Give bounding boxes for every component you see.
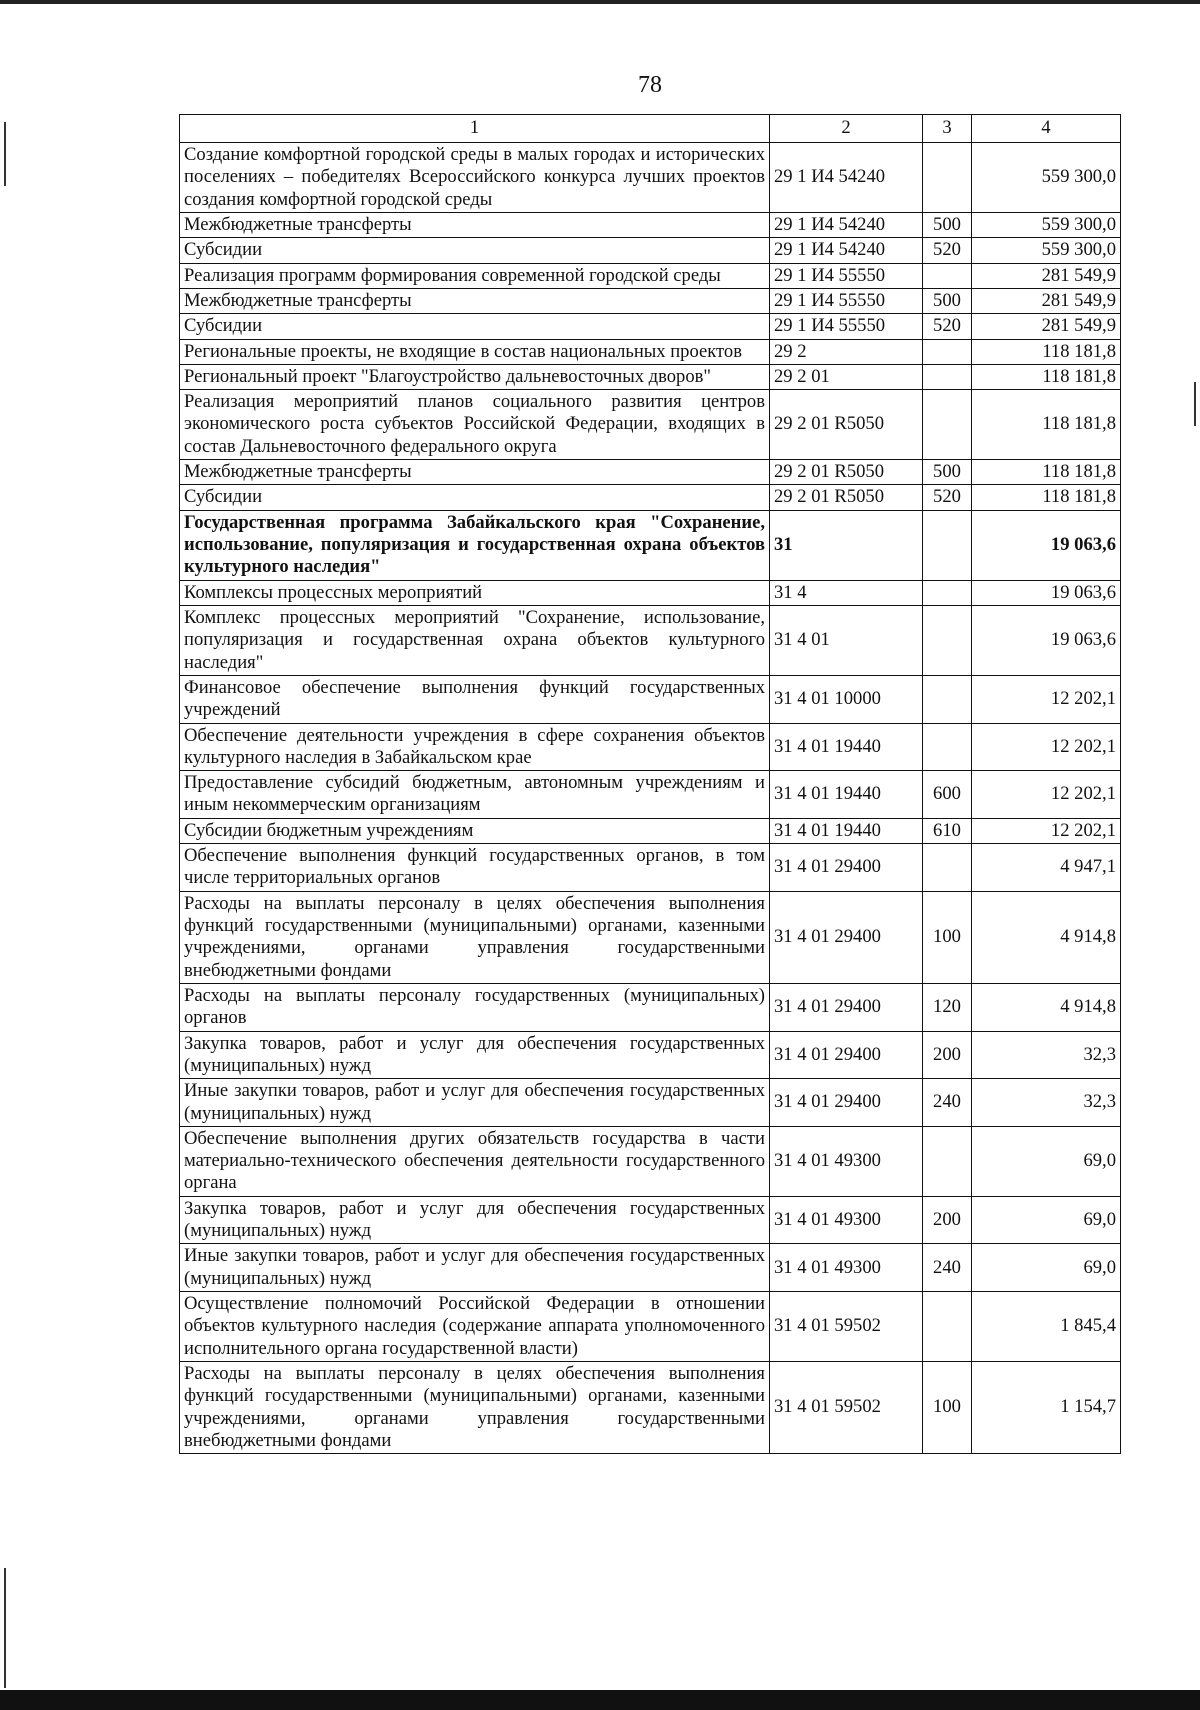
row-name: Закупка товаров, работ и услуг для обеспечения государственных (муниципальных) нужд — [180, 1196, 770, 1244]
table-row — [180, 983, 1121, 1031]
row-expense-type: 520 — [923, 485, 972, 510]
table-row — [180, 1126, 1121, 1196]
row-amount: 12 202,1 — [972, 723, 1121, 771]
row-name: Субсидии — [180, 485, 770, 510]
row-amount: 69,0 — [972, 1196, 1121, 1244]
row-amount: 118 181,8 — [972, 485, 1121, 510]
row-expense-type — [923, 390, 972, 460]
row-name: Региональный проект "Благоустройство дальневосточных дворов" — [180, 364, 770, 389]
row-code: 29 1 И4 54240 — [770, 238, 923, 263]
row-expense-type — [923, 1292, 972, 1362]
table-row — [180, 485, 1121, 510]
row-expense-type — [923, 580, 972, 605]
row-name: Региональные проекты, не входящие в состав национальных проектов — [180, 339, 770, 364]
row-code: 31 4 01 49300 — [770, 1244, 923, 1292]
table-row — [180, 510, 1121, 580]
row-amount: 559 300,0 — [972, 212, 1121, 237]
row-code: 29 2 — [770, 339, 923, 364]
row-name: Субсидии бюджетным учреждениям — [180, 818, 770, 843]
row-name: Предоставление субсидий бюджетным, автономным учреждениям и иным некоммерческим организациям — [180, 771, 770, 819]
row-expense-type — [923, 675, 972, 723]
row-name: Комплексы процессных мероприятий — [180, 580, 770, 605]
row-name: Субсидии — [180, 314, 770, 339]
row-amount: 281 549,9 — [972, 314, 1121, 339]
scan-bottom-border — [0, 1690, 1200, 1710]
row-amount: 19 063,6 — [972, 510, 1121, 580]
row-amount: 12 202,1 — [972, 675, 1121, 723]
row-amount: 1 154,7 — [972, 1361, 1121, 1453]
row-expense-type — [923, 723, 972, 771]
table-row — [180, 1079, 1121, 1127]
table-row — [180, 844, 1121, 892]
row-code: 29 2 01 R5050 — [770, 460, 923, 485]
row-amount: 32,3 — [972, 1031, 1121, 1079]
row-expense-type: 100 — [923, 1361, 972, 1453]
row-name: Обеспечение деятельности учреждения в сфере сохранения объектов культурного наследия в Забайкальском крае — [180, 723, 770, 771]
row-amount: 1 845,4 — [972, 1292, 1121, 1362]
row-code: 29 1 И4 55550 — [770, 314, 923, 339]
row-expense-type: 600 — [923, 771, 972, 819]
table-row — [180, 339, 1121, 364]
row-code: 31 4 01 59502 — [770, 1292, 923, 1362]
row-code: 31 4 01 29400 — [770, 844, 923, 892]
budget-table — [179, 114, 1121, 1454]
table-row — [180, 1196, 1121, 1244]
table-row — [180, 288, 1121, 313]
row-name: Межбюджетные трансферты — [180, 288, 770, 313]
row-code: 31 4 01 49300 — [770, 1196, 923, 1244]
row-name: Межбюджетные трансферты — [180, 460, 770, 485]
row-expense-type — [923, 263, 972, 288]
row-name: Расходы на выплаты персоналу в целях обеспечения выполнения функций государственными (муниципальными) органами, казенными учреждениями, органами управления государственными внебюджетными фондами — [180, 891, 770, 983]
table-row — [180, 1244, 1121, 1292]
row-code: 31 4 01 10000 — [770, 675, 923, 723]
row-amount: 12 202,1 — [972, 771, 1121, 819]
row-amount: 12 202,1 — [972, 818, 1121, 843]
row-expense-type — [923, 1126, 972, 1196]
row-name: Осуществление полномочий Российской Федерации в отношении объектов культурного наследия (содержание аппарата уполномоченного исполнительного органа государственной власти) — [180, 1292, 770, 1362]
row-expense-type: 610 — [923, 818, 972, 843]
row-expense-type — [923, 510, 972, 580]
row-code: 31 4 — [770, 580, 923, 605]
row-code: 31 — [770, 510, 923, 580]
row-amount: 19 063,6 — [972, 580, 1121, 605]
row-code: 29 2 01 R5050 — [770, 390, 923, 460]
row-code: 31 4 01 29400 — [770, 1079, 923, 1127]
row-expense-type — [923, 844, 972, 892]
column-header-4: 4 — [972, 115, 1121, 143]
column-header-1: 1 — [180, 115, 770, 143]
row-amount: 19 063,6 — [972, 605, 1121, 675]
row-amount: 69,0 — [972, 1244, 1121, 1292]
row-expense-type: 200 — [923, 1031, 972, 1079]
table-row — [180, 1361, 1121, 1453]
table-row — [180, 1031, 1121, 1079]
scan-left-edge-mark — [4, 1568, 6, 1688]
row-name: Обеспечение выполнения функций государственных органов, в том числе территориальных органов — [180, 844, 770, 892]
row-name: Иные закупки товаров, работ и услуг для обеспечения государственных (муниципальных) нужд — [180, 1244, 770, 1292]
row-code: 29 1 И4 55550 — [770, 263, 923, 288]
row-expense-type: 240 — [923, 1244, 972, 1292]
row-code: 29 1 И4 54240 — [770, 212, 923, 237]
row-expense-type: 200 — [923, 1196, 972, 1244]
row-code: 29 1 И4 55550 — [770, 288, 923, 313]
row-code: 31 4 01 29400 — [770, 891, 923, 983]
row-code: 29 2 01 R5050 — [770, 485, 923, 510]
row-expense-type: 520 — [923, 314, 972, 339]
row-amount: 4 947,1 — [972, 844, 1121, 892]
table-row — [180, 723, 1121, 771]
page-number: 78 — [638, 72, 662, 98]
table-row — [180, 1292, 1121, 1362]
row-name: Комплекс процессных мероприятий "Сохранение, использование, популяризация и государственная охрана объектов культурного наследия" — [180, 605, 770, 675]
row-expense-type: 500 — [923, 460, 972, 485]
row-name: Субсидии — [180, 238, 770, 263]
row-code: 31 4 01 59502 — [770, 1361, 923, 1453]
row-code: 31 4 01 29400 — [770, 983, 923, 1031]
column-header-3: 3 — [923, 115, 972, 143]
row-code: 31 4 01 19440 — [770, 771, 923, 819]
table-row — [180, 143, 1121, 213]
table-row — [180, 580, 1121, 605]
row-amount: 118 181,8 — [972, 390, 1121, 460]
row-expense-type: 520 — [923, 238, 972, 263]
row-expense-type — [923, 143, 972, 213]
row-amount: 118 181,8 — [972, 364, 1121, 389]
row-code: 31 4 01 19440 — [770, 723, 923, 771]
row-expense-type — [923, 339, 972, 364]
table-row — [180, 818, 1121, 843]
table-row — [180, 605, 1121, 675]
row-code: 29 1 И4 54240 — [770, 143, 923, 213]
row-name: Межбюджетные трансферты — [180, 212, 770, 237]
row-name: Создание комфортной городской среды в малых городах и исторических поселениях – победителях Всероссийского конкурса лучших проектов создания комфортной городской среды — [180, 143, 770, 213]
row-amount: 32,3 — [972, 1079, 1121, 1127]
row-amount: 4 914,8 — [972, 891, 1121, 983]
row-code: 31 4 01 49300 — [770, 1126, 923, 1196]
row-expense-type: 500 — [923, 212, 972, 237]
row-name: Расходы на выплаты персоналу в целях обеспечения выполнения функций государственными (муниципальными) органами, казенными учреждениями, органами управления государственными внебюджетными фондами — [180, 1361, 770, 1453]
table-row — [180, 364, 1121, 389]
row-code: 29 2 01 — [770, 364, 923, 389]
scan-right-edge-mark — [1194, 382, 1196, 426]
row-code: 31 4 01 19440 — [770, 818, 923, 843]
scan-left-edge-mark — [4, 122, 6, 186]
row-code: 31 4 01 — [770, 605, 923, 675]
table-header-row — [180, 115, 1121, 143]
row-name: Обеспечение выполнения других обязательств государства в части материально-технического обеспечения деятельности государственного органа — [180, 1126, 770, 1196]
table-row — [180, 314, 1121, 339]
table-row — [180, 460, 1121, 485]
row-expense-type: 120 — [923, 983, 972, 1031]
column-header-2: 2 — [770, 115, 923, 143]
table-row — [180, 390, 1121, 460]
row-amount: 118 181,8 — [972, 339, 1121, 364]
row-expense-type: 500 — [923, 288, 972, 313]
row-amount: 4 914,8 — [972, 983, 1121, 1031]
table-row — [180, 238, 1121, 263]
row-name: Иные закупки товаров, работ и услуг для обеспечения государственных (муниципальных) нужд — [180, 1079, 770, 1127]
row-expense-type: 240 — [923, 1079, 972, 1127]
row-name: Реализация мероприятий планов социального развития центров экономического роста субъектов Российской Федерации, входящих в состав Дальневосточного федерального округа — [180, 390, 770, 460]
row-amount: 69,0 — [972, 1126, 1121, 1196]
row-name: Финансовое обеспечение выполнения функций государственных учреждений — [180, 675, 770, 723]
table-row — [180, 891, 1121, 983]
row-code: 31 4 01 29400 — [770, 1031, 923, 1079]
table-row — [180, 675, 1121, 723]
row-amount: 281 549,9 — [972, 263, 1121, 288]
row-expense-type: 100 — [923, 891, 972, 983]
row-name: Закупка товаров, работ и услуг для обеспечения государственных (муниципальных) нужд — [180, 1031, 770, 1079]
row-amount: 559 300,0 — [972, 143, 1121, 213]
scan-top-border — [0, 0, 1200, 4]
budget-table-body — [180, 115, 1121, 1454]
table-row — [180, 212, 1121, 237]
row-name: Расходы на выплаты персоналу государственных (муниципальных) органов — [180, 983, 770, 1031]
table-row — [180, 263, 1121, 288]
row-expense-type — [923, 364, 972, 389]
table-row — [180, 771, 1121, 819]
row-expense-type — [923, 605, 972, 675]
row-amount: 559 300,0 — [972, 238, 1121, 263]
row-name: Государственная программа Забайкальского края "Сохранение, использование, популяризация и государственная охрана объектов культурного наследия" — [180, 510, 770, 580]
row-name: Реализация программ формирования современной городской среды — [180, 263, 770, 288]
row-amount: 118 181,8 — [972, 460, 1121, 485]
row-amount: 281 549,9 — [972, 288, 1121, 313]
